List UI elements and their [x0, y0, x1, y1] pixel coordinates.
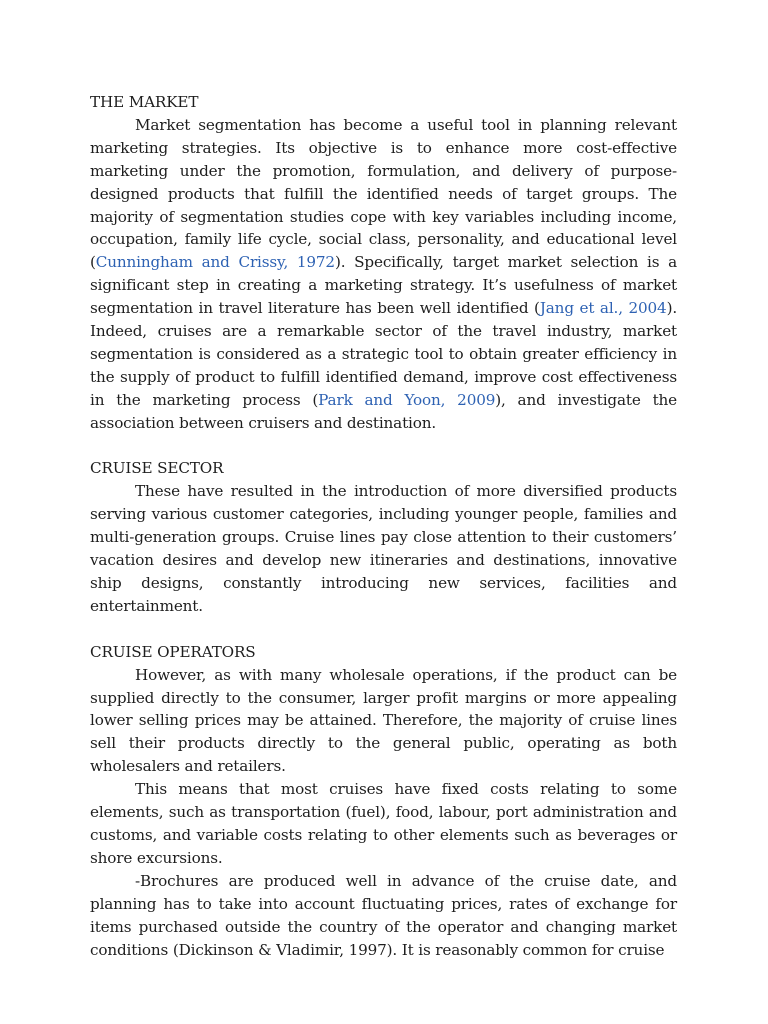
text-run: -Brochures are produced well in advance of the cruise date, and planning has to take into account fluctuating prices, rates of exchange for items purchased outside the country of the operator and changing market conditions (Dickinson & Vladimir, 1997). It is reasonably common for cruise — [90, 871, 677, 959]
text-run: Market segmentation has become a useful tool in planning relevant marketing strategies. Its objective is to enhance more cost-effective marketing under the promotion, formulation, and delivery of purpose-designed products that fulfill the identified needs of target groups. The majority of segmentation studies cope with key variables including income, occupation, family life cycle, social class, personality, and educational level ( — [90, 115, 677, 272]
paragraph-market-segmentation — [90, 114, 677, 435]
document-page — [90, 91, 677, 961]
paragraph-brochures — [90, 870, 677, 962]
text-run: ). Specifically, target market selection is a significant step in creating a marketing strategy. It’s usefulness of market segmentation in travel literature has been well identified ( — [90, 253, 677, 318]
text-run: ). Indeed, cruises are a remarkable sector of the travel industry, market segmentation is considered as a strategic tool to obtain greater efficiency in the supply of product to fulfill identified demand, improve cost effectiveness in the marketing process ( — [90, 299, 678, 409]
text-run: This means that most cruises have fixed costs relating to some elements, such as transportation (fuel), food, labour, port administration and customs, and variable costs relating to other elements such as beverages or shore excursions. — [90, 780, 677, 867]
section-heading-the-market: THE MARKET — [90, 93, 199, 111]
section-spacer — [90, 618, 677, 641]
section-spacer — [90, 435, 677, 458]
section-heading-cruise-sector: CRUISE SECTOR — [90, 459, 224, 478]
text-run: However, as with many wholesale operations, if the product can be supplied directly to the consumer, larger profit margins or more appealing lower selling prices may be attained. Therefore, the majority of cruise lines sell their products directly to the general public, operating as both wholesalers and retailers. — [90, 665, 677, 776]
paragraph-wholesale-operations — [90, 664, 677, 779]
citation-link-cunningham-crissy[interactable]: Cunningham and Crissy, 1972 — [95, 253, 335, 272]
citation-link-jang-et-al[interactable]: Jang et al., 2004 — [539, 299, 667, 318]
text-run: These have resulted in the introduction of more diversified products serving various customer categories, including younger people, families and multi-generation groups. Cruise lines pay close attention to their customers’ vacation desires and develop new itineraries and destinations, innovative ship designs, constantly introducing new services, facilities and entertainment. — [90, 482, 677, 615]
text-run: ), and investigate the association between cruisers and destination. — [90, 390, 677, 432]
section-heading-cruise-operators: CRUISE OPERATORS — [90, 642, 256, 661]
citation-link-park-yoon[interactable]: Park and Yoon, 2009 — [318, 390, 496, 409]
paragraph-diversified-products — [90, 480, 677, 617]
paragraph-fixed-costs — [90, 778, 677, 870]
